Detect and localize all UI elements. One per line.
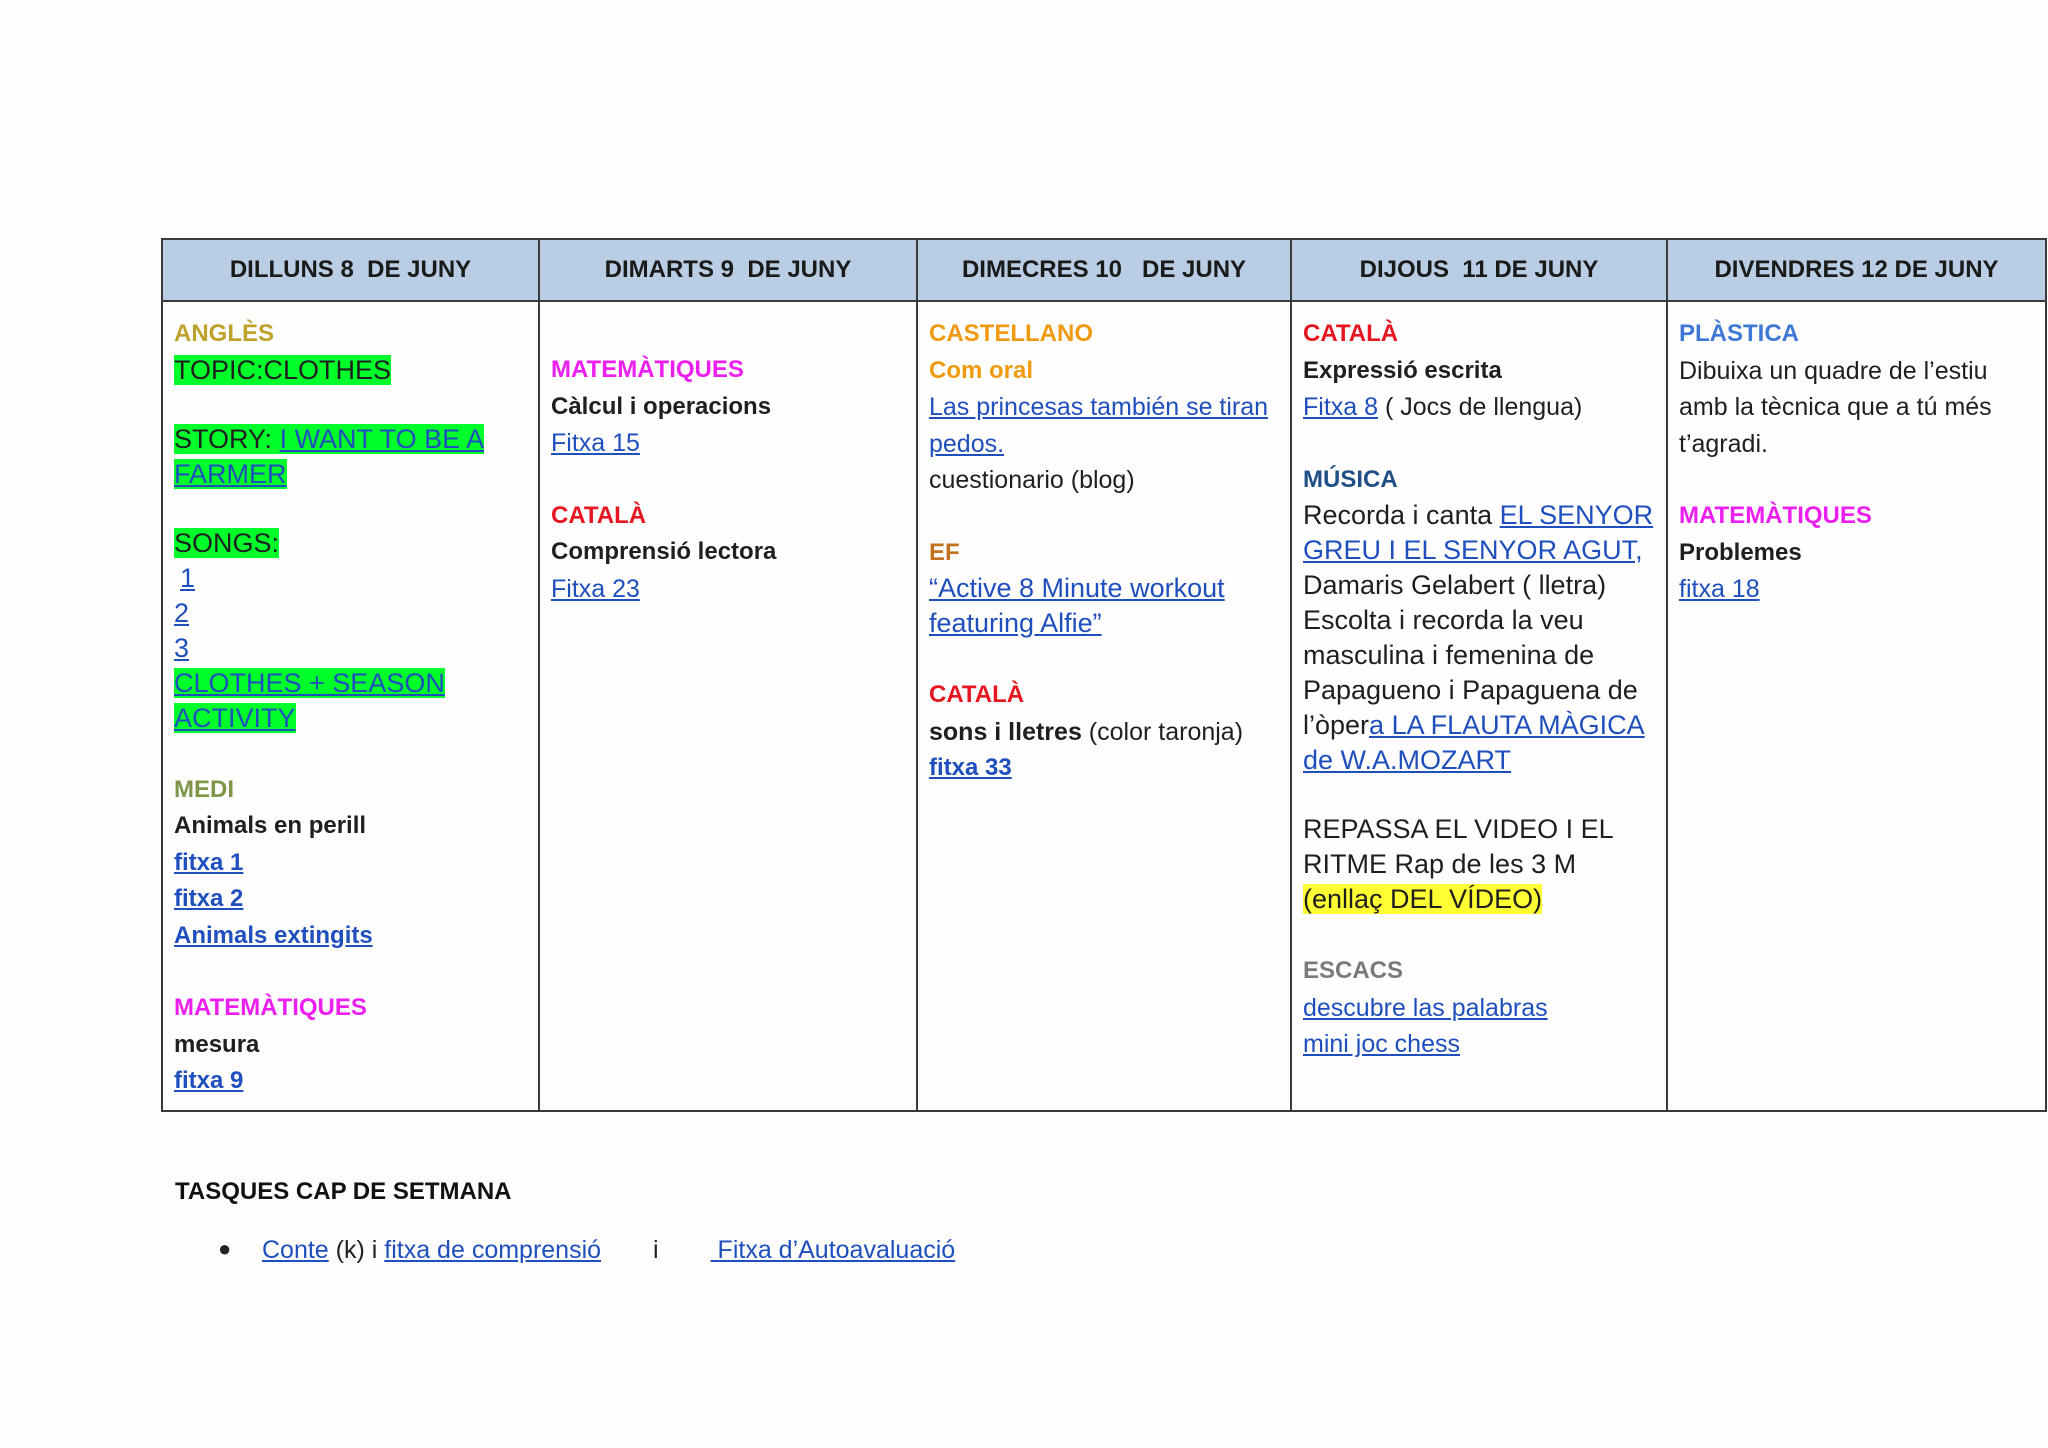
subject-math-monday: MATEMÀTIQUES bbox=[174, 994, 367, 1021]
song-link-1[interactable]: 1 bbox=[180, 562, 196, 593]
active-workout-link[interactable]: “Active 8 Minute workout featuring Alfie” bbox=[929, 573, 1225, 638]
medi-fitxa-1-link[interactable]: fitxa 1 bbox=[174, 848, 244, 876]
i-text: i bbox=[653, 1236, 659, 1264]
flauta-magica-link[interactable]: a LA FLAUTA MÀGICA de W.A.MOZART bbox=[1303, 710, 1645, 775]
catala-fitxa-23-link[interactable]: Fitxa 23 bbox=[551, 574, 640, 603]
subject-castellano: CASTELLANO bbox=[929, 320, 1093, 347]
k-i-text: (k) i bbox=[328, 1236, 385, 1264]
castellano-topic: Com oral bbox=[929, 356, 1034, 384]
subject-plastica: PLÀSTICA bbox=[1679, 320, 1799, 347]
story-line bbox=[174, 422, 528, 492]
subject-ef: EF bbox=[929, 538, 960, 566]
subject-catala-tuesday: CATALÀ bbox=[551, 501, 647, 529]
repassa-text: REPASSA EL VIDEO I EL RITME Rap de les 3 M bbox=[1303, 814, 1613, 879]
subject-catala-thursday: CATALÀ bbox=[1303, 320, 1399, 347]
bullet-icon: ● bbox=[218, 1236, 232, 1261]
story-label: STORY: bbox=[174, 423, 280, 454]
cell-thursday bbox=[1291, 301, 1667, 1111]
conte-link[interactable]: Conte bbox=[262, 1236, 329, 1264]
subject-math-friday: MATEMÀTIQUES bbox=[1679, 502, 1872, 529]
subject-english: ANGLÈS bbox=[174, 320, 275, 347]
music-paragraph-2 bbox=[1303, 603, 1656, 778]
catala-topic-tuesday: Comprensió lectora bbox=[551, 538, 777, 565]
catala-topic-wednesday bbox=[929, 714, 1280, 751]
damaris-text: Damaris Gelabert ( lletra) bbox=[1303, 570, 1607, 600]
fitxa-autoavaluacio-link[interactable]: Fitxa d’Autoavaluació bbox=[710, 1236, 956, 1264]
senyor-greu-link[interactable]: EL SENYOR GREU I EL SENYOR AGUT, bbox=[1303, 500, 1654, 565]
cell-wednesday bbox=[917, 301, 1291, 1111]
header-friday: DIVENDRES 12 DE JUNY bbox=[1667, 239, 2046, 301]
song-link-2[interactable]: 2 bbox=[174, 597, 190, 628]
math-topic-tuesday: Càlcul i operacions bbox=[551, 392, 772, 420]
header-wednesday: DIMECRES 10 DE JUNY bbox=[917, 239, 1291, 301]
math-topic-monday: mesura bbox=[174, 1030, 260, 1058]
weekly-schedule-table bbox=[161, 238, 2047, 1112]
sons-lletres-text: sons i lletres bbox=[929, 717, 1082, 746]
story-link[interactable]: I WANT TO BE A FARMER bbox=[174, 423, 485, 489]
animals-extingits-link[interactable]: Animals extingits bbox=[174, 921, 373, 949]
princesas-link[interactable]: Las princesas también se tiran pedos. bbox=[929, 393, 1269, 458]
topic-clothes: TOPIC:CLOTHES bbox=[174, 354, 392, 385]
catala-fitxa-8-link[interactable]: Fitxa 8 bbox=[1303, 393, 1379, 421]
descubre-palabras-link[interactable]: descubre las palabras bbox=[1303, 993, 1548, 1022]
subject-escacs: ESCACS bbox=[1303, 957, 1404, 984]
header-monday: DILLUNS 8 DE JUNY bbox=[162, 239, 539, 301]
mini-joc-chess-link[interactable]: mini joc chess bbox=[1303, 1030, 1460, 1058]
header-thursday: DIJOUS 11 DE JUNY bbox=[1291, 239, 1667, 301]
math-fitxa-18-link[interactable]: fitxa 18 bbox=[1679, 575, 1760, 603]
music-paragraph-1 bbox=[1303, 498, 1656, 603]
clothes-season-activity-link[interactable]: CLOTHES + SEASON ACTIVITY bbox=[174, 667, 445, 733]
song-link-3[interactable]: 3 bbox=[174, 632, 190, 663]
math-fitxa-15-link[interactable]: Fitxa 15 bbox=[551, 429, 640, 457]
math-topic-friday: Problemes bbox=[1679, 538, 1802, 566]
medi-fitxa-2-link[interactable]: fitxa 2 bbox=[174, 885, 244, 912]
castellano-note: cuestionario (blog) bbox=[929, 466, 1135, 494]
enllac-video-text[interactable]: (enllaç DEL VÍDEO) bbox=[1303, 884, 1543, 914]
header-tuesday: DIMARTS 9 DE JUNY bbox=[539, 239, 917, 301]
subject-medi: MEDI bbox=[174, 775, 234, 803]
weekend-tasks-title: TASQUES CAP DE SETMANA bbox=[175, 1178, 512, 1205]
catala-fitxa-33-link[interactable]: fitxa 33 bbox=[929, 754, 1012, 781]
math-fitxa-9-link[interactable]: fitxa 9 bbox=[174, 1067, 244, 1094]
color-taronja-text: (color taronja) bbox=[1081, 717, 1244, 746]
recorda-canta-text: Recorda i canta bbox=[1303, 500, 1500, 530]
songs-label: SONGS: bbox=[174, 527, 280, 558]
plastica-text: Dibuixa un quadre de l’estiu amb la tècnica que a tú més t’agradi. bbox=[1679, 356, 1992, 458]
content-row bbox=[162, 301, 2046, 1111]
subject-catala-wednesday: CATALÀ bbox=[929, 681, 1025, 708]
jocs-llengua-text: ( Jocs de llengua) bbox=[1378, 393, 1583, 421]
header-row bbox=[162, 239, 2046, 301]
escolta-text: Escolta i recorda la veu masculina i femenina de Papagueno i Papaguena de l’òper bbox=[1303, 605, 1638, 740]
cell-monday bbox=[162, 301, 539, 1111]
cell-tuesday bbox=[539, 301, 917, 1111]
fitxa-comprensio-link[interactable]: fitxa de comprensió bbox=[384, 1236, 602, 1264]
catala-topic-thursday: Expressió escrita bbox=[1303, 356, 1502, 384]
subject-math-tuesday: MATEMÀTIQUES bbox=[551, 356, 744, 383]
cell-friday bbox=[1667, 301, 2046, 1111]
subject-musica: MÚSICA bbox=[1303, 465, 1398, 493]
medi-topic: Animals en perill bbox=[174, 812, 367, 839]
